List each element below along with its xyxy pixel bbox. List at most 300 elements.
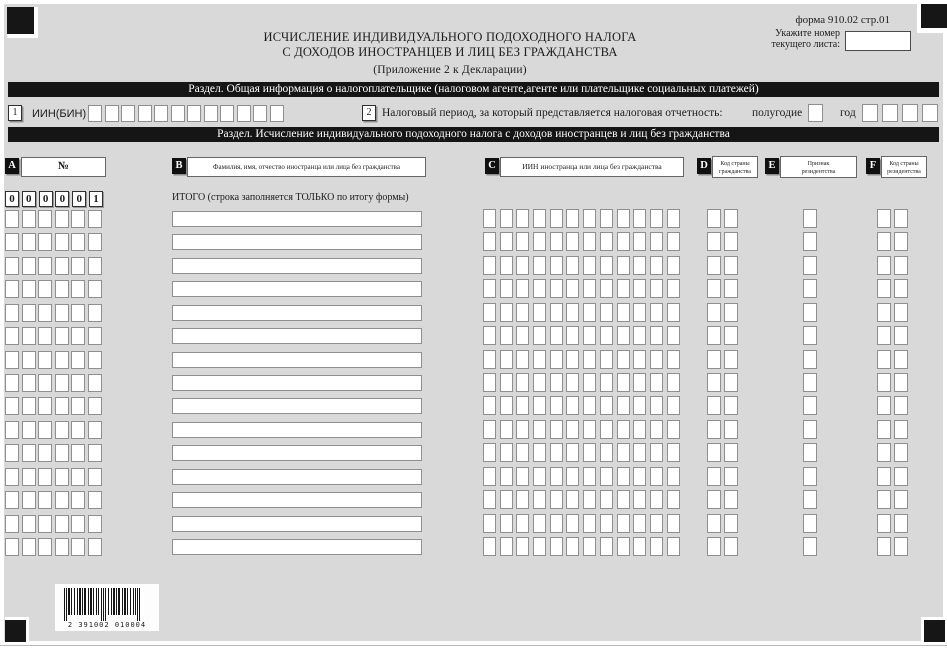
iin-foreigner-cell[interactable] (600, 256, 613, 275)
iin-foreigner-cell[interactable] (516, 303, 529, 322)
itogo-digit-cell[interactable]: 1 (89, 191, 103, 207)
iin-foreigner-cell[interactable] (583, 396, 596, 415)
iin-foreigner-cell[interactable] (667, 209, 680, 228)
row-number-cell[interactable] (5, 280, 19, 298)
iin-foreigner-cell[interactable] (533, 209, 546, 228)
citizenship-country-cell[interactable] (724, 537, 738, 556)
iin-foreigner-cell[interactable] (533, 467, 546, 486)
iin-foreigner-cell[interactable] (566, 279, 579, 298)
iin-foreigner-cell[interactable] (483, 303, 496, 322)
iin-cell[interactable] (237, 105, 251, 122)
iin-foreigner-cell[interactable] (633, 537, 646, 556)
residency-country-cell[interactable] (877, 373, 891, 392)
iin-foreigner-cell[interactable] (600, 490, 613, 509)
residency-flag-cell[interactable] (803, 396, 817, 415)
fio-input[interactable] (172, 375, 422, 391)
iin-foreigner-cell[interactable] (650, 443, 663, 462)
iin-foreigner-cell[interactable] (633, 350, 646, 369)
residency-country-cell[interactable] (894, 303, 908, 322)
row-number-cell[interactable] (5, 515, 19, 533)
fio-input[interactable] (172, 422, 422, 438)
iin-foreigner-cell[interactable] (617, 396, 630, 415)
residency-country-cell[interactable] (894, 420, 908, 439)
row-number-cell[interactable] (38, 210, 52, 228)
iin-foreigner-cell[interactable] (667, 420, 680, 439)
iin-foreigner-cell[interactable] (667, 490, 680, 509)
iin-foreigner-cell[interactable] (516, 256, 529, 275)
citizenship-country-cell[interactable] (707, 256, 721, 275)
row-number-cell[interactable] (88, 257, 102, 275)
citizenship-country-cell[interactable] (724, 420, 738, 439)
iin-foreigner-cell[interactable] (617, 256, 630, 275)
citizenship-country-cell[interactable] (724, 467, 738, 486)
row-number-cell[interactable] (71, 327, 85, 345)
row-number-cell[interactable] (38, 538, 52, 556)
iin-foreigner-cell[interactable] (533, 373, 546, 392)
row-number-cell[interactable] (38, 233, 52, 251)
iin-foreigner-cell[interactable] (516, 232, 529, 251)
row-number-cell[interactable] (38, 444, 52, 462)
row-number-cell[interactable] (22, 374, 36, 392)
iin-foreigner-cell[interactable] (483, 490, 496, 509)
residency-flag-cell[interactable] (803, 256, 817, 275)
row-number-cell[interactable] (55, 210, 69, 228)
citizenship-country-cell[interactable] (724, 303, 738, 322)
row-number-cell[interactable] (71, 257, 85, 275)
residency-country-cell[interactable] (877, 303, 891, 322)
iin-foreigner-cell[interactable] (516, 209, 529, 228)
row-number-cell[interactable] (22, 257, 36, 275)
iin-foreigner-cell[interactable] (483, 256, 496, 275)
fio-input[interactable] (172, 398, 422, 414)
row-number-cell[interactable] (88, 421, 102, 439)
iin-foreigner-cell[interactable] (533, 232, 546, 251)
citizenship-country-cell[interactable] (724, 373, 738, 392)
iin-foreigner-cell[interactable] (550, 303, 563, 322)
iin-foreigner-cell[interactable] (667, 373, 680, 392)
row-number-cell[interactable] (5, 444, 19, 462)
residency-flag-cell[interactable] (803, 490, 817, 509)
year-cell[interactable] (902, 104, 918, 122)
residency-country-cell[interactable] (877, 326, 891, 345)
row-number-cell[interactable] (88, 304, 102, 322)
iin-foreigner-cell[interactable] (667, 232, 680, 251)
iin-foreigner-cell[interactable] (500, 279, 513, 298)
halfyear-cell[interactable] (808, 104, 823, 122)
iin-foreigner-cell[interactable] (566, 420, 579, 439)
citizenship-country-cell[interactable] (724, 396, 738, 415)
citizenship-country-cell[interactable] (707, 490, 721, 509)
iin-foreigner-cell[interactable] (516, 396, 529, 415)
residency-flag-cell[interactable] (803, 373, 817, 392)
iin-foreigner-cell[interactable] (566, 303, 579, 322)
row-number-cell[interactable] (5, 538, 19, 556)
row-number-cell[interactable] (22, 515, 36, 533)
residency-flag-cell[interactable] (803, 232, 817, 251)
row-number-cell[interactable] (71, 351, 85, 369)
iin-foreigner-cell[interactable] (500, 373, 513, 392)
iin-foreigner-cell[interactable] (483, 467, 496, 486)
residency-country-cell[interactable] (877, 279, 891, 298)
iin-foreigner-cell[interactable] (633, 303, 646, 322)
residency-flag-cell[interactable] (803, 303, 817, 322)
row-number-cell[interactable] (55, 280, 69, 298)
iin-cell[interactable] (88, 105, 102, 122)
iin-foreigner-cell[interactable] (617, 443, 630, 462)
iin-foreigner-cell[interactable] (550, 373, 563, 392)
iin-foreigner-cell[interactable] (667, 443, 680, 462)
fio-input[interactable] (172, 469, 422, 485)
residency-country-cell[interactable] (894, 350, 908, 369)
row-number-cell[interactable] (88, 444, 102, 462)
iin-foreigner-cell[interactable] (600, 350, 613, 369)
iin-foreigner-cell[interactable] (617, 514, 630, 533)
iin-foreigner-cell[interactable] (500, 326, 513, 345)
iin-foreigner-cell[interactable] (583, 420, 596, 439)
citizenship-country-cell[interactable] (707, 279, 721, 298)
iin-foreigner-cell[interactable] (667, 514, 680, 533)
fio-input[interactable] (172, 258, 422, 274)
row-number-cell[interactable] (88, 351, 102, 369)
iin-foreigner-cell[interactable] (566, 209, 579, 228)
iin-foreigner-cell[interactable] (617, 420, 630, 439)
iin-foreigner-cell[interactable] (550, 256, 563, 275)
row-number-cell[interactable] (88, 538, 102, 556)
row-number-cell[interactable] (38, 257, 52, 275)
residency-country-cell[interactable] (877, 420, 891, 439)
iin-foreigner-cell[interactable] (516, 279, 529, 298)
row-number-cell[interactable] (88, 491, 102, 509)
iin-foreigner-cell[interactable] (583, 467, 596, 486)
row-number-cell[interactable] (71, 233, 85, 251)
row-number-cell[interactable] (88, 374, 102, 392)
iin-foreigner-cell[interactable] (600, 232, 613, 251)
iin-foreigner-cell[interactable] (617, 537, 630, 556)
iin-foreigner-cell[interactable] (600, 514, 613, 533)
iin-foreigner-cell[interactable] (566, 396, 579, 415)
iin-foreigner-cell[interactable] (550, 537, 563, 556)
fio-input[interactable] (172, 539, 422, 555)
fio-input[interactable] (172, 281, 422, 297)
row-number-cell[interactable] (55, 491, 69, 509)
residency-flag-cell[interactable] (803, 467, 817, 486)
citizenship-country-cell[interactable] (724, 232, 738, 251)
residency-country-cell[interactable] (894, 514, 908, 533)
iin-foreigner-cell[interactable] (650, 350, 663, 369)
row-number-cell[interactable] (88, 515, 102, 533)
row-number-cell[interactable] (5, 351, 19, 369)
iin-foreigner-cell[interactable] (483, 396, 496, 415)
row-number-cell[interactable] (38, 327, 52, 345)
iin-cell[interactable] (270, 105, 284, 122)
year-cell[interactable] (882, 104, 898, 122)
iin-foreigner-cell[interactable] (483, 537, 496, 556)
iin-foreigner-cell[interactable] (500, 396, 513, 415)
residency-country-cell[interactable] (877, 232, 891, 251)
residency-country-cell[interactable] (877, 443, 891, 462)
row-number-cell[interactable] (38, 491, 52, 509)
row-number-cell[interactable] (5, 257, 19, 275)
row-number-cell[interactable] (38, 304, 52, 322)
row-number-cell[interactable] (55, 444, 69, 462)
citizenship-country-cell[interactable] (707, 467, 721, 486)
iin-cell[interactable] (171, 105, 185, 122)
iin-foreigner-cell[interactable] (600, 279, 613, 298)
iin-foreigner-cell[interactable] (516, 514, 529, 533)
iin-foreigner-cell[interactable] (500, 303, 513, 322)
iin-foreigner-cell[interactable] (550, 350, 563, 369)
iin-foreigner-cell[interactable] (550, 232, 563, 251)
iin-foreigner-cell[interactable] (667, 326, 680, 345)
iin-foreigner-cell[interactable] (583, 209, 596, 228)
residency-country-cell[interactable] (894, 443, 908, 462)
row-number-cell[interactable] (22, 538, 36, 556)
residency-flag-cell[interactable] (803, 420, 817, 439)
iin-foreigner-cell[interactable] (633, 373, 646, 392)
iin-foreigner-cell[interactable] (483, 373, 496, 392)
iin-foreigner-cell[interactable] (650, 537, 663, 556)
row-number-cell[interactable] (71, 468, 85, 486)
iin-foreigner-cell[interactable] (566, 514, 579, 533)
iin-foreigner-cell[interactable] (600, 420, 613, 439)
iin-foreigner-cell[interactable] (650, 232, 663, 251)
iin-foreigner-cell[interactable] (483, 443, 496, 462)
iin-cell[interactable] (105, 105, 119, 122)
citizenship-country-cell[interactable] (707, 209, 721, 228)
residency-country-cell[interactable] (877, 209, 891, 228)
iin-cell[interactable] (220, 105, 234, 122)
iin-foreigner-cell[interactable] (566, 373, 579, 392)
residency-country-cell[interactable] (877, 467, 891, 486)
residency-country-cell[interactable] (877, 537, 891, 556)
iin-foreigner-cell[interactable] (483, 279, 496, 298)
itogo-digit-cell[interactable]: 0 (39, 191, 53, 207)
row-number-cell[interactable] (38, 374, 52, 392)
itogo-digit-cell[interactable]: 0 (22, 191, 36, 207)
iin-foreigner-cell[interactable] (600, 373, 613, 392)
iin-cell[interactable] (204, 105, 218, 122)
row-number-cell[interactable] (88, 233, 102, 251)
row-number-cell[interactable] (55, 374, 69, 392)
iin-foreigner-cell[interactable] (533, 350, 546, 369)
iin-foreigner-cell[interactable] (566, 256, 579, 275)
iin-foreigner-cell[interactable] (500, 209, 513, 228)
citizenship-country-cell[interactable] (707, 514, 721, 533)
iin-foreigner-cell[interactable] (483, 209, 496, 228)
iin-cell[interactable] (253, 105, 267, 122)
iin-foreigner-cell[interactable] (583, 514, 596, 533)
iin-foreigner-cell[interactable] (667, 350, 680, 369)
iin-foreigner-cell[interactable] (483, 420, 496, 439)
row-number-cell[interactable] (55, 538, 69, 556)
iin-foreigner-cell[interactable] (633, 326, 646, 345)
residency-country-cell[interactable] (877, 396, 891, 415)
iin-foreigner-cell[interactable] (516, 467, 529, 486)
row-number-cell[interactable] (5, 327, 19, 345)
iin-foreigner-cell[interactable] (633, 279, 646, 298)
row-number-cell[interactable] (5, 210, 19, 228)
citizenship-country-cell[interactable] (724, 256, 738, 275)
row-number-cell[interactable] (22, 351, 36, 369)
residency-country-cell[interactable] (894, 326, 908, 345)
row-number-cell[interactable] (88, 468, 102, 486)
residency-country-cell[interactable] (894, 467, 908, 486)
citizenship-country-cell[interactable] (707, 396, 721, 415)
itogo-digit-cell[interactable]: 0 (55, 191, 69, 207)
iin-foreigner-cell[interactable] (500, 350, 513, 369)
iin-foreigner-cell[interactable] (600, 467, 613, 486)
year-cell[interactable] (862, 104, 878, 122)
iin-foreigner-cell[interactable] (600, 537, 613, 556)
iin-foreigner-cell[interactable] (583, 326, 596, 345)
residency-country-cell[interactable] (894, 232, 908, 251)
iin-foreigner-cell[interactable] (550, 514, 563, 533)
iin-cell[interactable] (187, 105, 201, 122)
residency-country-cell[interactable] (894, 256, 908, 275)
iin-foreigner-cell[interactable] (617, 467, 630, 486)
citizenship-country-cell[interactable] (724, 443, 738, 462)
iin-foreigner-cell[interactable] (650, 514, 663, 533)
row-number-cell[interactable] (5, 491, 19, 509)
row-number-cell[interactable] (71, 280, 85, 298)
citizenship-country-cell[interactable] (724, 326, 738, 345)
iin-foreigner-cell[interactable] (566, 350, 579, 369)
iin-foreigner-cell[interactable] (633, 232, 646, 251)
iin-foreigner-cell[interactable] (533, 396, 546, 415)
iin-foreigner-cell[interactable] (617, 303, 630, 322)
row-number-cell[interactable] (71, 491, 85, 509)
row-number-cell[interactable] (88, 397, 102, 415)
iin-foreigner-cell[interactable] (483, 514, 496, 533)
fio-input[interactable] (172, 492, 422, 508)
iin-foreigner-cell[interactable] (550, 396, 563, 415)
row-number-cell[interactable] (71, 538, 85, 556)
iin-foreigner-cell[interactable] (583, 350, 596, 369)
iin-foreigner-cell[interactable] (566, 232, 579, 251)
iin-foreigner-cell[interactable] (500, 467, 513, 486)
iin-foreigner-cell[interactable] (550, 209, 563, 228)
iin-foreigner-cell[interactable] (550, 326, 563, 345)
iin-foreigner-cell[interactable] (533, 490, 546, 509)
iin-foreigner-cell[interactable] (583, 279, 596, 298)
citizenship-country-cell[interactable] (707, 373, 721, 392)
row-number-cell[interactable] (55, 397, 69, 415)
iin-foreigner-cell[interactable] (550, 420, 563, 439)
row-number-cell[interactable] (38, 351, 52, 369)
residency-country-cell[interactable] (894, 209, 908, 228)
iin-foreigner-cell[interactable] (583, 256, 596, 275)
iin-foreigner-cell[interactable] (533, 303, 546, 322)
iin-foreigner-cell[interactable] (600, 209, 613, 228)
row-number-cell[interactable] (22, 327, 36, 345)
iin-foreigner-cell[interactable] (483, 350, 496, 369)
citizenship-country-cell[interactable] (707, 537, 721, 556)
iin-foreigner-cell[interactable] (500, 443, 513, 462)
current-sheet-input[interactable] (845, 31, 911, 51)
row-number-cell[interactable] (22, 304, 36, 322)
iin-foreigner-cell[interactable] (617, 490, 630, 509)
iin-foreigner-cell[interactable] (667, 396, 680, 415)
iin-foreigner-cell[interactable] (617, 209, 630, 228)
iin-foreigner-cell[interactable] (633, 209, 646, 228)
row-number-cell[interactable] (22, 280, 36, 298)
row-number-cell[interactable] (22, 491, 36, 509)
residency-flag-cell[interactable] (803, 279, 817, 298)
iin-foreigner-cell[interactable] (650, 373, 663, 392)
iin-foreigner-cell[interactable] (516, 443, 529, 462)
row-number-cell[interactable] (55, 468, 69, 486)
row-number-cell[interactable] (55, 233, 69, 251)
row-number-cell[interactable] (71, 444, 85, 462)
row-number-cell[interactable] (22, 468, 36, 486)
iin-foreigner-cell[interactable] (600, 303, 613, 322)
iin-foreigner-cell[interactable] (516, 537, 529, 556)
iin-foreigner-cell[interactable] (667, 537, 680, 556)
fio-input[interactable] (172, 328, 422, 344)
iin-foreigner-cell[interactable] (633, 256, 646, 275)
iin-foreigner-cell[interactable] (516, 326, 529, 345)
residency-country-cell[interactable] (877, 350, 891, 369)
iin-foreigner-cell[interactable] (600, 396, 613, 415)
citizenship-country-cell[interactable] (724, 350, 738, 369)
row-number-cell[interactable] (22, 210, 36, 228)
row-number-cell[interactable] (38, 280, 52, 298)
iin-cell[interactable] (121, 105, 135, 122)
iin-foreigner-cell[interactable] (500, 420, 513, 439)
iin-foreigner-cell[interactable] (566, 326, 579, 345)
row-number-cell[interactable] (88, 327, 102, 345)
residency-flag-cell[interactable] (803, 209, 817, 228)
row-number-cell[interactable] (88, 210, 102, 228)
fio-input[interactable] (172, 305, 422, 321)
row-number-cell[interactable] (22, 421, 36, 439)
residency-flag-cell[interactable] (803, 326, 817, 345)
iin-foreigner-cell[interactable] (516, 350, 529, 369)
iin-foreigner-cell[interactable] (516, 420, 529, 439)
citizenship-country-cell[interactable] (707, 232, 721, 251)
iin-foreigner-cell[interactable] (566, 443, 579, 462)
row-number-cell[interactable] (71, 304, 85, 322)
row-number-cell[interactable] (22, 233, 36, 251)
iin-foreigner-cell[interactable] (500, 490, 513, 509)
iin-foreigner-cell[interactable] (667, 256, 680, 275)
iin-foreigner-cell[interactable] (533, 256, 546, 275)
iin-foreigner-cell[interactable] (533, 326, 546, 345)
iin-foreigner-cell[interactable] (617, 232, 630, 251)
residency-flag-cell[interactable] (803, 443, 817, 462)
citizenship-country-cell[interactable] (724, 490, 738, 509)
row-number-cell[interactable] (38, 515, 52, 533)
iin-foreigner-cell[interactable] (633, 396, 646, 415)
iin-foreigner-cell[interactable] (617, 279, 630, 298)
iin-foreigner-cell[interactable] (566, 490, 579, 509)
iin-foreigner-cell[interactable] (516, 373, 529, 392)
iin-foreigner-cell[interactable] (500, 232, 513, 251)
row-number-cell[interactable] (5, 304, 19, 322)
row-number-cell[interactable] (5, 468, 19, 486)
iin-foreigner-cell[interactable] (533, 537, 546, 556)
residency-country-cell[interactable] (877, 490, 891, 509)
iin-foreigner-cell[interactable] (633, 514, 646, 533)
iin-cell[interactable] (138, 105, 152, 122)
residency-country-cell[interactable] (894, 490, 908, 509)
citizenship-country-cell[interactable] (707, 303, 721, 322)
citizenship-country-cell[interactable] (724, 514, 738, 533)
row-number-cell[interactable] (55, 515, 69, 533)
iin-foreigner-cell[interactable] (650, 396, 663, 415)
iin-foreigner-cell[interactable] (650, 490, 663, 509)
fio-input[interactable] (172, 516, 422, 532)
